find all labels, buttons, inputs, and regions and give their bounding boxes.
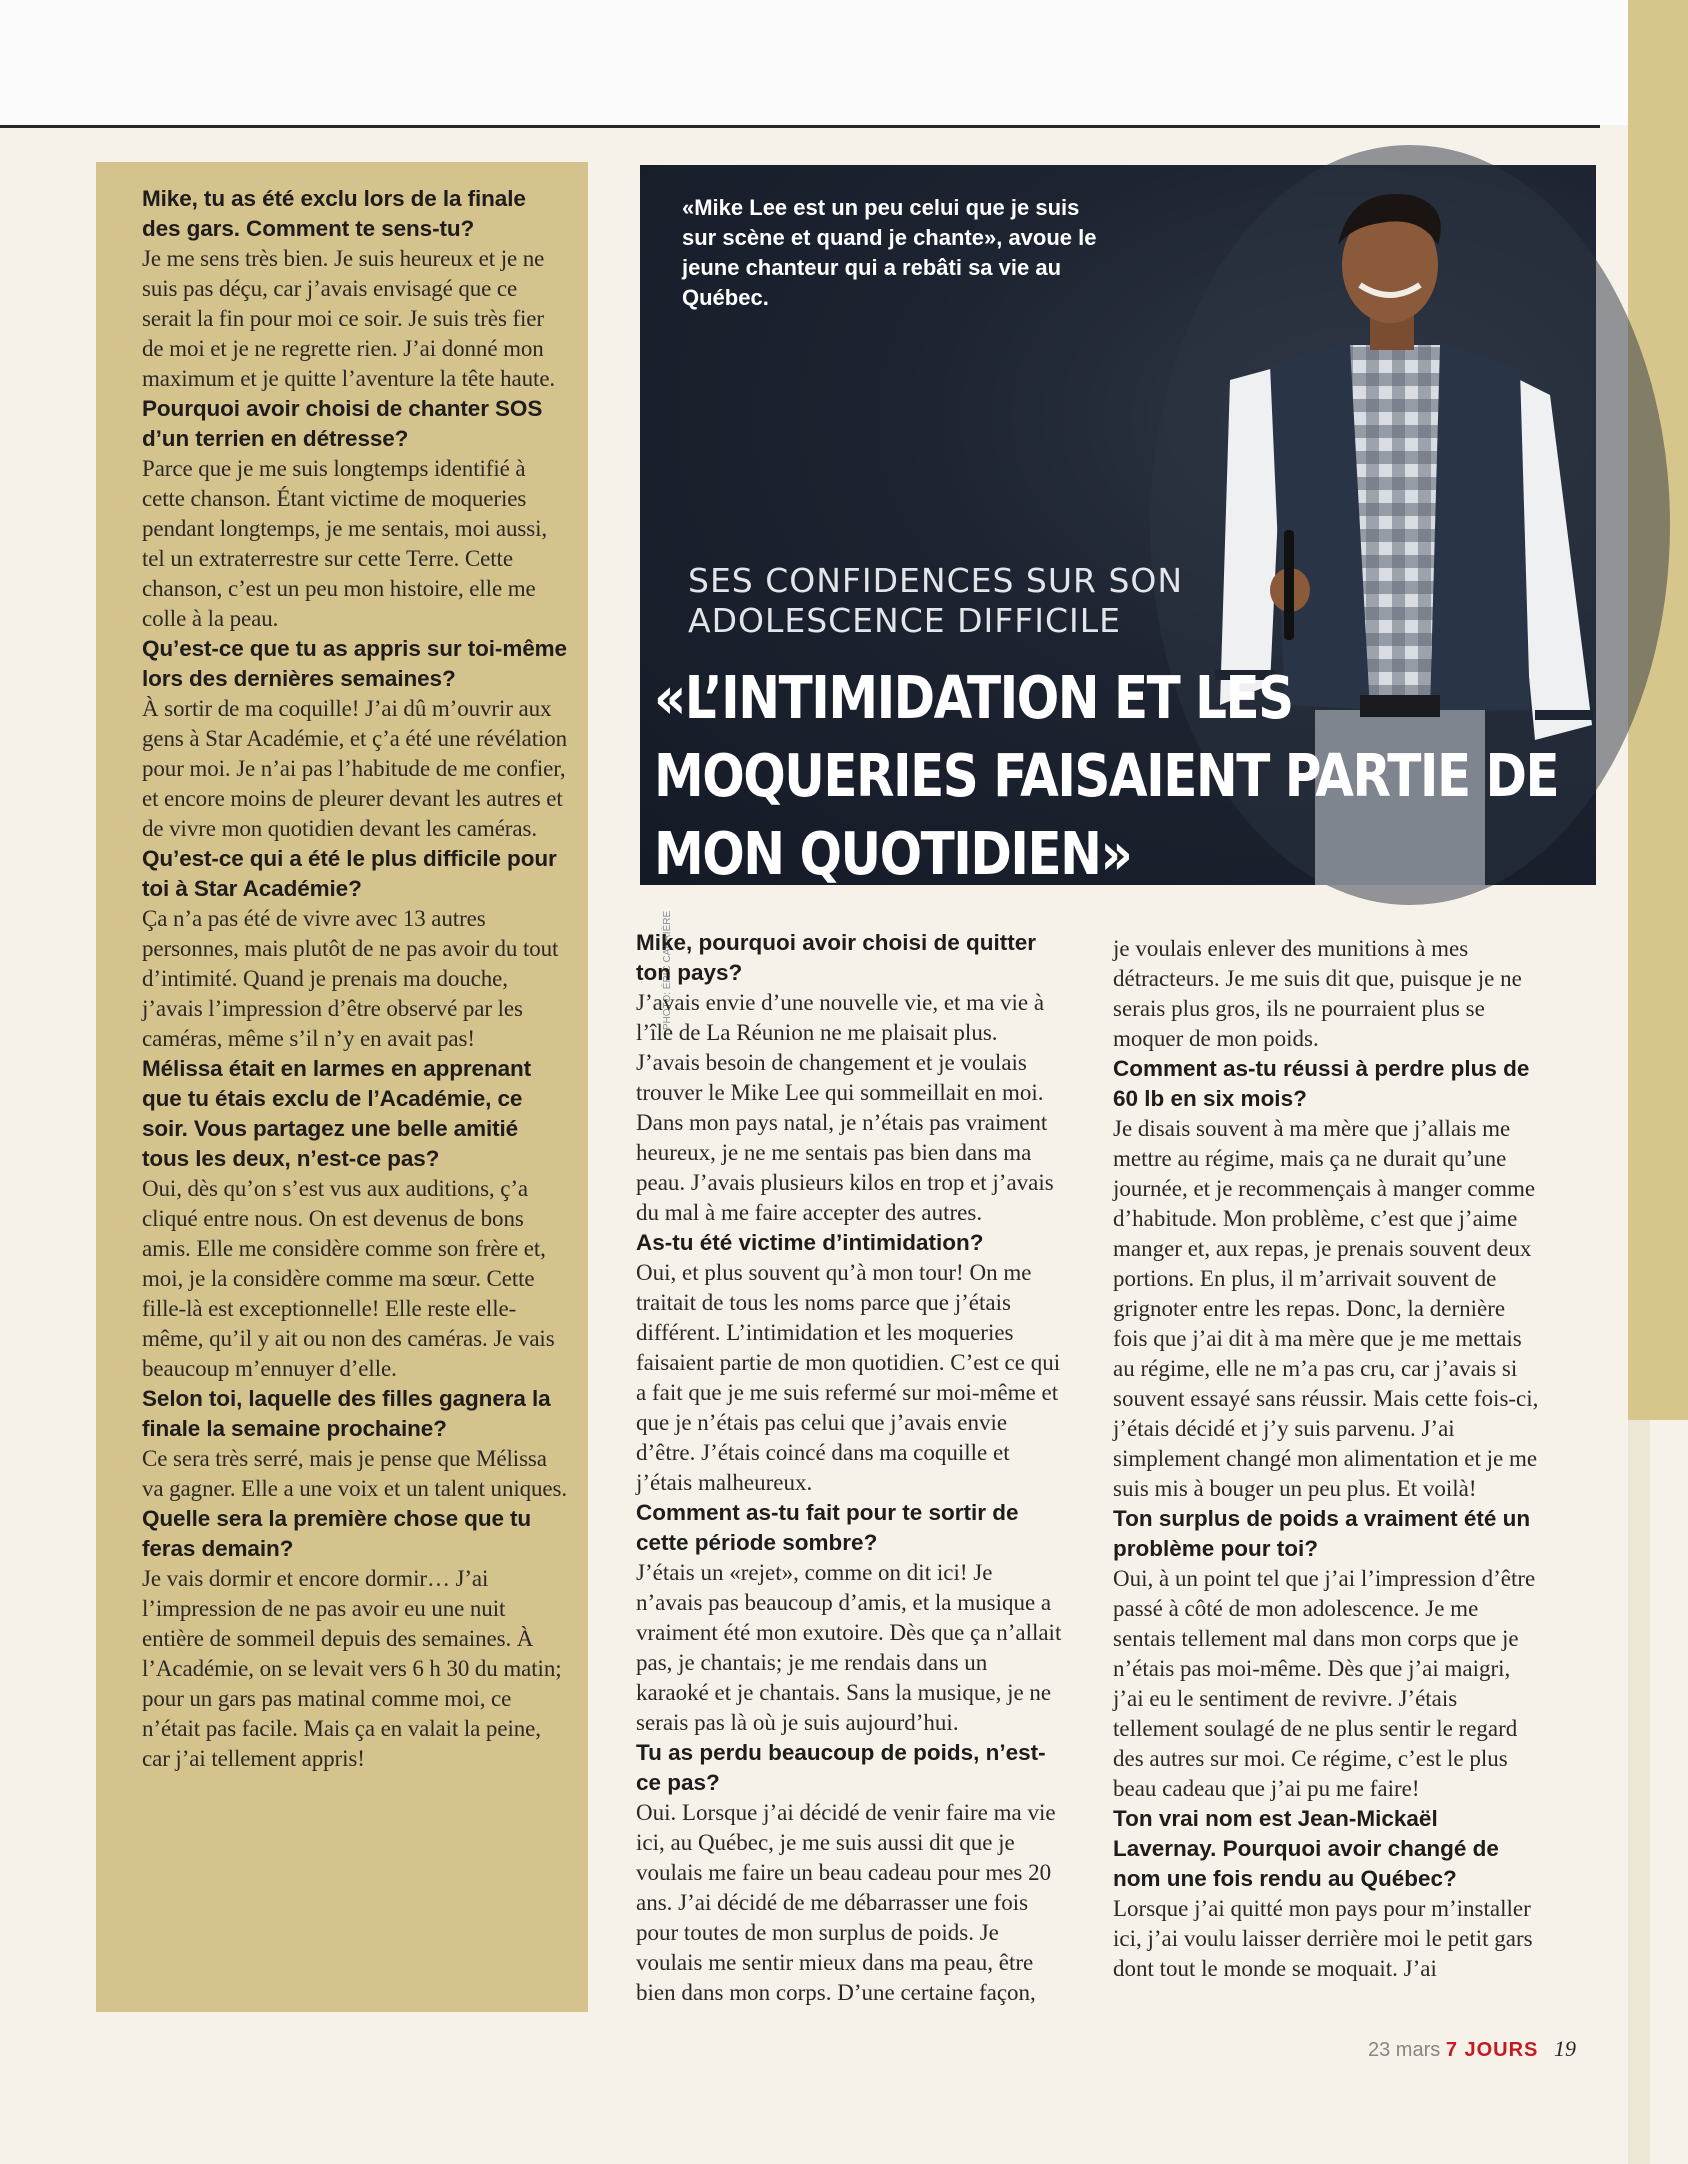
answer: Oui, à un point tel que j’ai l’impression d’être passé à côté de mon adolescence. Je me sentais tellement mal dans mon corps que je n’étais pas moi-même. Dès que j’ai maigri, j’ai eu le sentiment de revivre. J’étais tellement soulagé de ne plus sentir le regard des autres sur moi. Ce régime, c’est le plus beau cadeau que j’ai pu me faire!: [1113, 1566, 1536, 1801]
answer: Ce sera très serré, mais je pense que Mélissa va gagner. Elle a une voix et un talent uniques.: [142, 1446, 568, 1501]
body-column-2: [1113, 934, 1539, 1984]
question: Ton vrai nom est Jean-Mickaël Lavernay. Pourquoi avoir changé de nom une fois rendu au Québec?: [1113, 1806, 1499, 1891]
photo-credit: PHOTO: ÉRIC CARRIÈRE: [662, 910, 674, 1031]
question: Mike, pourquoi avoir choisi de quitter ton pays?: [636, 930, 1037, 985]
sidebar-qa: [142, 1054, 570, 1384]
answer: Je disais souvent à ma mère que j’allais me mettre au régime, mais ça ne durait qu’une journée, et je recommençais à manger comme d’habitude. Mon problème, c’est que j’aime manger et, aux repas, je prenais souvent deux portions. En plus, il m’arrivait souvent de grignoter entre les repas. Donc, la dernière fois que j’ai dit à ma mère que je me mettais au régime, elle ne m’a pas cru, car j’avais si souvent essayé sans réussir. Mais cette fois-ci, j’étais décidé et j’y suis parvenu. J’ai simplement changé mon alimentation et je me suis mis à bouger un peu plus. Et voilà!: [1113, 1116, 1539, 1501]
column-qa: [636, 1498, 1062, 1738]
question: Mike, tu as été exclu lors de la finale des gars. Comment te sens-tu?: [142, 186, 526, 241]
kicker: SES CONFIDENCES SUR SON ADOLESCENCE DIFFICILE: [688, 561, 1184, 640]
answer: Je me sens très bien. Je suis heureux et je ne suis pas déçu, car j’avais envisagé que ce serait la fin pour moi ce soir. Je suis très fier de moi et je ne regrette rien. J’ai donné mon maximum et je quitte l’aventure la tête haute.: [142, 246, 556, 391]
headline: «L’INTIMIDATION ET LES MOQUERIES FAISAIENT PARTIE DE MON QUOTIDIEN»: [654, 663, 1559, 888]
sidebar-qa: [142, 184, 570, 394]
column-qa: [636, 1738, 1062, 2008]
answer: je voulais enlever des munitions à mes détracteurs. Je me suis dit que, puisque je ne serais plus gros, ils ne pourraient plus se moquer de mon poids.: [1113, 936, 1522, 1051]
question: Ton surplus de poids a vraiment été un problème pour toi?: [1113, 1506, 1531, 1561]
question: Comment as-tu fait pour te sortir de cette période sombre?: [636, 1500, 1019, 1555]
question: Qu’est-ce que tu as appris sur toi-même lors des dernières semaines?: [142, 636, 567, 691]
answer: Parce que je me suis longtemps identifié à cette chanson. Étant victime de moqueries pendant longtemps, je me sentais, moi aussi, tel un extraterrestre sur cette Terre. Cette chanson, c’est un peu mon histoire, elle me colle à la peau.: [142, 456, 548, 631]
column-qa: [1113, 1504, 1539, 1804]
magazine-name: 7 JOURS: [1445, 2039, 1539, 2061]
answer: Oui. Lorsque j’ai décidé de venir faire ma vie ici, au Québec, je me suis aussi dit que je voulais me faire un beau cadeau pour mes 20 ans. J’ai décidé de me débarrasser une fois pour toutes de mon surplus de poids. Je voulais me sentir mieux dans ma peau, être bien dans mon corps. D’une certaine façon,: [636, 1800, 1056, 2005]
sidebar-qa: [142, 394, 570, 634]
answer: J’étais un «rejet», comme on dit ici! Je n’avais pas beaucoup d’amis, et la musique a vraiment été mon exutoire. Dès que ça n’allait pas, je chantais; je me rendais dans un karaoké et je chantais. Sans la musique, je ne serais pas là où je suis aujourd’hui.: [636, 1560, 1062, 1735]
sidebar-qa: [142, 1504, 570, 1774]
answer: Ça n’a pas été de vivre avec 13 autres personnes, mais plutôt de ne pas avoir du tout d’intimité. Quand je prenais ma douche, j’avais l’impression d’être observé par les caméras, même s’il n’y en avait pas!: [142, 906, 559, 1051]
column-qa: [1113, 934, 1539, 1054]
top-rule: [0, 125, 1600, 128]
question: Comment as-tu réussi à perdre plus de 60 lb en six mois?: [1113, 1056, 1530, 1111]
page-top-margin: [0, 0, 1688, 125]
issue-date: 23 mars: [1368, 2039, 1441, 2061]
question: Tu as perdu beaucoup de poids, n’est-ce pas?: [636, 1740, 1046, 1795]
answer: Oui, dès qu’on s’est vus aux auditions, ç’a cliqué entre nous. On est devenus de bons amis. Elle me considère comme son frère et, moi, je la considère comme ma sœur. Cette fille-là est exceptionnelle! Elle reste elle-même, qu’il y ait ou non des caméras. Je vais beaucoup m’ennuyer d’elle.: [142, 1176, 555, 1381]
answer: À sortir de ma coquille! J’ai dû m’ouvrir aux gens à Star Académie, et ç’a été une révélation pour moi. Je n’ai pas l’habitude de me confier, et encore moins de pleurer devant les autres et de vivre mon quotidien devant les caméras.: [142, 696, 568, 841]
answer: J’avais envie d’une nouvelle vie, et ma vie à l’île de La Réunion ne me plaisait plus. J’avais besoin de changement et je voulais trouver le Mike Lee qui sommeillait en moi. Dans mon pays natal, je n’étais pas vraiment heureux, je ne me sentais pas bien dans ma peau. J’avais plusieurs kilos en trop et j’avais du mal à me faire accepter des autres.: [636, 990, 1054, 1225]
question: Mélissa était en larmes en apprenant que tu étais exclu de l’Académie, ce soir. Vous partagez une belle amitié tous les deux, n’est-ce pas?: [142, 1056, 532, 1171]
question: Qu’est-ce qui a été le plus difficile pour toi à Star Académie?: [142, 846, 557, 901]
photo-caption: «Mike Lee est un peu celui que je suis sur scène et quand je chante», avoue le jeune chanteur qui a rebâti sa vie au Québec.: [682, 195, 1097, 310]
question: Quelle sera la première chose que tu feras demain?: [142, 1506, 532, 1561]
sidebar-qa: [142, 1384, 570, 1504]
column-qa: [636, 1228, 1062, 1498]
page-footer: [1368, 2036, 1576, 2062]
column-qa: [1113, 1804, 1539, 1984]
sidebar-qa: [142, 844, 570, 1054]
column-qa: [636, 928, 1062, 1228]
answer: Oui, et plus souvent qu’à mon tour! On me traitait de tous les noms parce que j’étais différent. L’intimidation et les moqueries faisaient partie de mon quotidien. C’est ce qui a fait que je me suis refermé sur moi-même et que je n’étais pas celui que j’avais envie d’être. J’étais coincé dans ma coquille et j’étais malheureux.: [636, 1260, 1061, 1495]
body-column-1: [636, 928, 1062, 2008]
answer: Je vais dormir et encore dormir… J’ai l’impression de ne pas avoir eu une nuit entière de sommeil depuis des semaines. À l’Académie, on se levait vers 6 h 30 du matin; pour un gars pas matinal comme moi, ce n’était pas facile. Mais ça en valait la peine, car j’ai tellement appris!: [142, 1566, 562, 1771]
question: Pourquoi avoir choisi de chanter SOS d’un terrien en détresse?: [142, 396, 543, 451]
sidebar-interview: [96, 162, 588, 2012]
column-qa: [1113, 1054, 1539, 1504]
sidebar-qa: [142, 634, 570, 844]
answer: Lorsque j’ai quitté mon pays pour m’installer ici, j’ai voulu laisser derrière moi le petit gars dont tout le monde se moquait. J’ai: [1113, 1896, 1533, 1981]
page-number: 19: [1553, 2036, 1576, 2061]
question: Selon toi, laquelle des filles gagnera la finale la semaine prochaine?: [142, 1386, 551, 1441]
question: As-tu été victime d’intimidation?: [636, 1230, 984, 1255]
